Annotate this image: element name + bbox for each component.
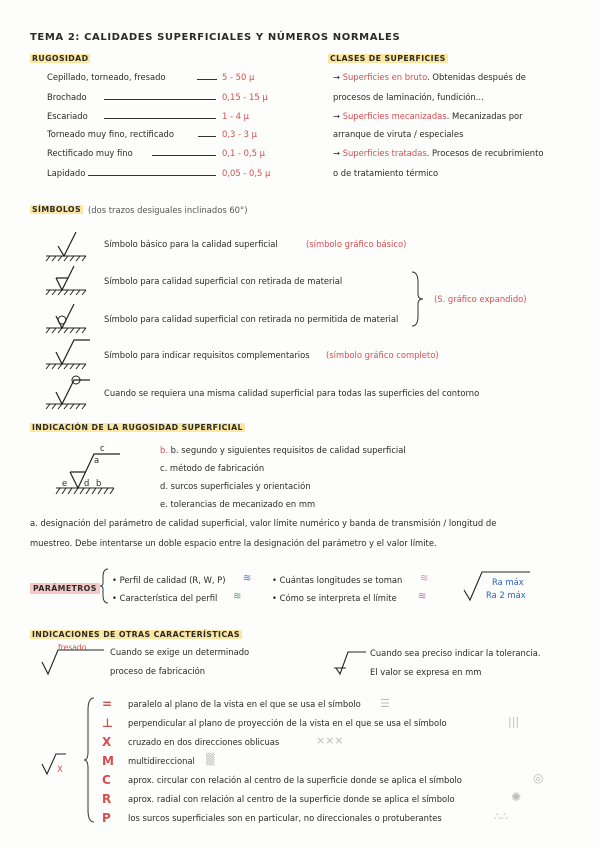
leader-line (197, 79, 217, 80)
dir-symbol: P (102, 811, 111, 825)
rugosidad-value: 0,05 - 0,5 µ (222, 168, 271, 178)
symbol5-text: Cuando se requiera una misma calidad superficial para todas las superficies del contorno (104, 388, 480, 398)
dir-text: cruzado en dos direcciones oblicuas (128, 737, 280, 747)
scribble-icon: ≋ (243, 573, 252, 584)
rugosidad-heading: RUGOSIDAD (32, 54, 89, 63)
clase-bruto-text2: procesos de laminación, fundición... (333, 92, 484, 102)
parallel-pattern-icon: ☰ (380, 697, 390, 710)
basic-symbol-icon (42, 228, 88, 260)
symbol1-text: Símbolo básico para la calidad superficial (104, 239, 278, 249)
all-around-symbol-icon (42, 374, 92, 410)
parametros-heading: PARÁMETROS (30, 583, 100, 594)
letter-a: a (94, 455, 100, 465)
ra-max: Ra máx (492, 577, 524, 587)
expanded-note: (S. gráfico expandido) (434, 294, 527, 304)
tol-text2: El valor se expresa en mm (370, 667, 482, 677)
dir-text: los surcos superficiales son en particular, no direccionales o protuberantes (128, 813, 442, 823)
complete-symbol-icon (42, 338, 92, 370)
rugosidad-value: 0,15 - 15 µ (222, 92, 268, 102)
clase-tratadas: → Superficies tratadas. Procesos de recubrimiento (333, 148, 544, 158)
simbolos-note: (dos trazos desiguales inclinados 60°) (88, 205, 248, 215)
indic-e: e. tolerancias de mecanizado en mm (160, 499, 316, 509)
fab-text2: proceso de fabricación (110, 666, 206, 676)
indic-c: c. método de fabricación (160, 463, 265, 473)
rugosidad-label: Brochado (47, 92, 87, 102)
letter-e: e (62, 478, 68, 488)
leader-line (152, 155, 216, 156)
scribble-icon: ≋ (233, 591, 242, 602)
dir-symbol: R (102, 792, 112, 806)
tol-text1: Cuando sea preciso indicar la tolerancia. (370, 648, 541, 658)
clases-heading: CLASES DE SUPERFICIES (330, 54, 446, 63)
letter-d: d (84, 478, 90, 488)
scribble-icon: ≋ (418, 591, 427, 602)
brace-icon (410, 270, 424, 328)
indic-d: d. surcos superficiales y orientación (160, 481, 311, 491)
rugosidad-label: Cepillado, torneado, fresado (47, 72, 166, 82)
protuberant-pattern-icon: ∴∴ (494, 810, 508, 823)
no-removal-symbol-icon (42, 302, 88, 334)
dir-text: aprox. circular con relación al centro de la superficie donde se aplica el símbolo (128, 775, 462, 785)
indic-b-text: b. segundo y siguientes requisitos de calidad superficial (170, 445, 406, 455)
symbol4-text: Símbolo para indicar requisitos complementarios (104, 350, 310, 360)
rugosidad-label: Escariado (47, 111, 88, 121)
dir-text: aprox. radial con relación al centro de la superficie donde se aplica el símbolo (128, 794, 455, 804)
indic-b: b. b. segundo y siguientes requisitos de calidad superficial (160, 445, 406, 455)
param-longitudes: • Cuántas longitudes se toman (272, 575, 403, 585)
material-removal-symbol-icon (42, 264, 88, 296)
brace-left-icon (84, 696, 96, 824)
letter-b: b (96, 478, 102, 488)
clase-mec-text: . Mecanizadas por (446, 111, 523, 121)
indic-a-line2: muestreo. Debe intentarse un doble espacio entre la designación del parámetro y el valor límite. (30, 538, 437, 548)
clase-trat-text: . Procesos de recubrimiento (426, 148, 544, 158)
leader-line (198, 136, 216, 137)
fresado-label: fresado (58, 643, 87, 652)
page-title: TEMA 2: CALIDADES SUPERFICIALES Y NÚMEROS NORMALES (30, 32, 401, 43)
otras-heading: INDICACIONES DE OTRAS CARACTERÍSTICAS (32, 630, 240, 639)
clase-bruto: → Superficies en bruto. Obtenidas después de (333, 72, 526, 82)
indication-diagram-icon (52, 444, 122, 500)
clase-trat-term: Superficies tratadas (342, 148, 427, 158)
rugosidad-label: Rectificado muy fino (47, 148, 133, 158)
simbolos-heading: SÍMBOLOS (32, 205, 81, 214)
letter-c: c (100, 443, 105, 453)
ra-min: Ra 2 máx (486, 590, 526, 600)
symbol2-text: Símbolo para calidad superficial con retirada de material (104, 276, 343, 286)
param-limite: • Cómo se interpreta el límite (272, 593, 397, 603)
rugosidad-label: Lapidado (47, 168, 86, 178)
direction-x-label: X (57, 764, 63, 774)
clase-mec-text2: arranque de viruta / especiales (333, 129, 464, 139)
indicacion-heading: INDICACIÓN DE LA RUGOSIDAD SUPERFICIAL (32, 423, 243, 432)
dir-text: paralelo al plano de la vista en el que se usa el símbolo (128, 699, 361, 709)
circular-pattern-icon: ◎ (533, 771, 544, 785)
tolerance-symbol-icon (332, 650, 368, 676)
param-caracteristica: • Característica del perfil (112, 593, 218, 603)
clase-bruto-text: . Obtenidas después de (427, 72, 526, 82)
dir-text: perpendicular al plano de proyección de la vista en el que se usa el símbolo (128, 718, 447, 728)
crossed-pattern-icon: ⨯⨯⨯ (316, 734, 344, 747)
rugosidad-value: 0,1 - 0,5 µ (222, 148, 265, 158)
leader-line (88, 175, 216, 176)
radial-pattern-icon: ✺ (511, 790, 522, 804)
scribble-icon: ≋ (420, 573, 429, 584)
rugosidad-value: 1 - 4 µ (222, 111, 249, 121)
symbol1-note: (símbolo gráfico básico) (306, 239, 407, 249)
perpendicular-pattern-icon: ||| (508, 715, 520, 728)
clase-mecanizadas: → Superficies mecanizadas. Mecanizadas por (333, 111, 523, 121)
direction-symbol-icon (40, 752, 68, 778)
dir-text: multidireccional (128, 756, 195, 766)
param-perfil: • Perfil de calidad (R, W, P) (112, 575, 226, 585)
indic-a-line1: a. designación del parámetro de calidad superficial, valor límite numérico y banda de transmisión / longitud de (30, 518, 497, 528)
dir-symbol: M (102, 754, 114, 768)
fab-text1: Cuando se exige un determinado (110, 647, 250, 657)
multidirectional-pattern-icon: ▒ (206, 753, 215, 766)
dir-symbol: X (102, 735, 112, 749)
brace-left-icon (100, 568, 110, 604)
symbol4-note: (símbolo gráfico completo) (326, 350, 439, 360)
rugosidad-value: 5 - 50 µ (222, 72, 255, 82)
dir-symbol: C (102, 773, 111, 787)
dir-symbol: = (102, 697, 113, 711)
leader-line (104, 118, 216, 119)
clase-trat-text2: o de tratamiento térmico (333, 168, 439, 178)
clase-bruto-term: Superficies en bruto (342, 72, 428, 82)
clase-mec-term: Superficies mecanizadas (342, 111, 447, 121)
process-symbol-icon (40, 648, 106, 678)
rugosidad-label: Torneado muy fino, rectificado (47, 129, 174, 139)
rugosidad-value: 0,3 - 3 µ (222, 129, 257, 139)
dir-symbol: ⊥ (102, 716, 113, 730)
symbol3-text: Símbolo para calidad superficial con retirada no permitida de material (104, 314, 399, 324)
leader-line (104, 99, 216, 100)
